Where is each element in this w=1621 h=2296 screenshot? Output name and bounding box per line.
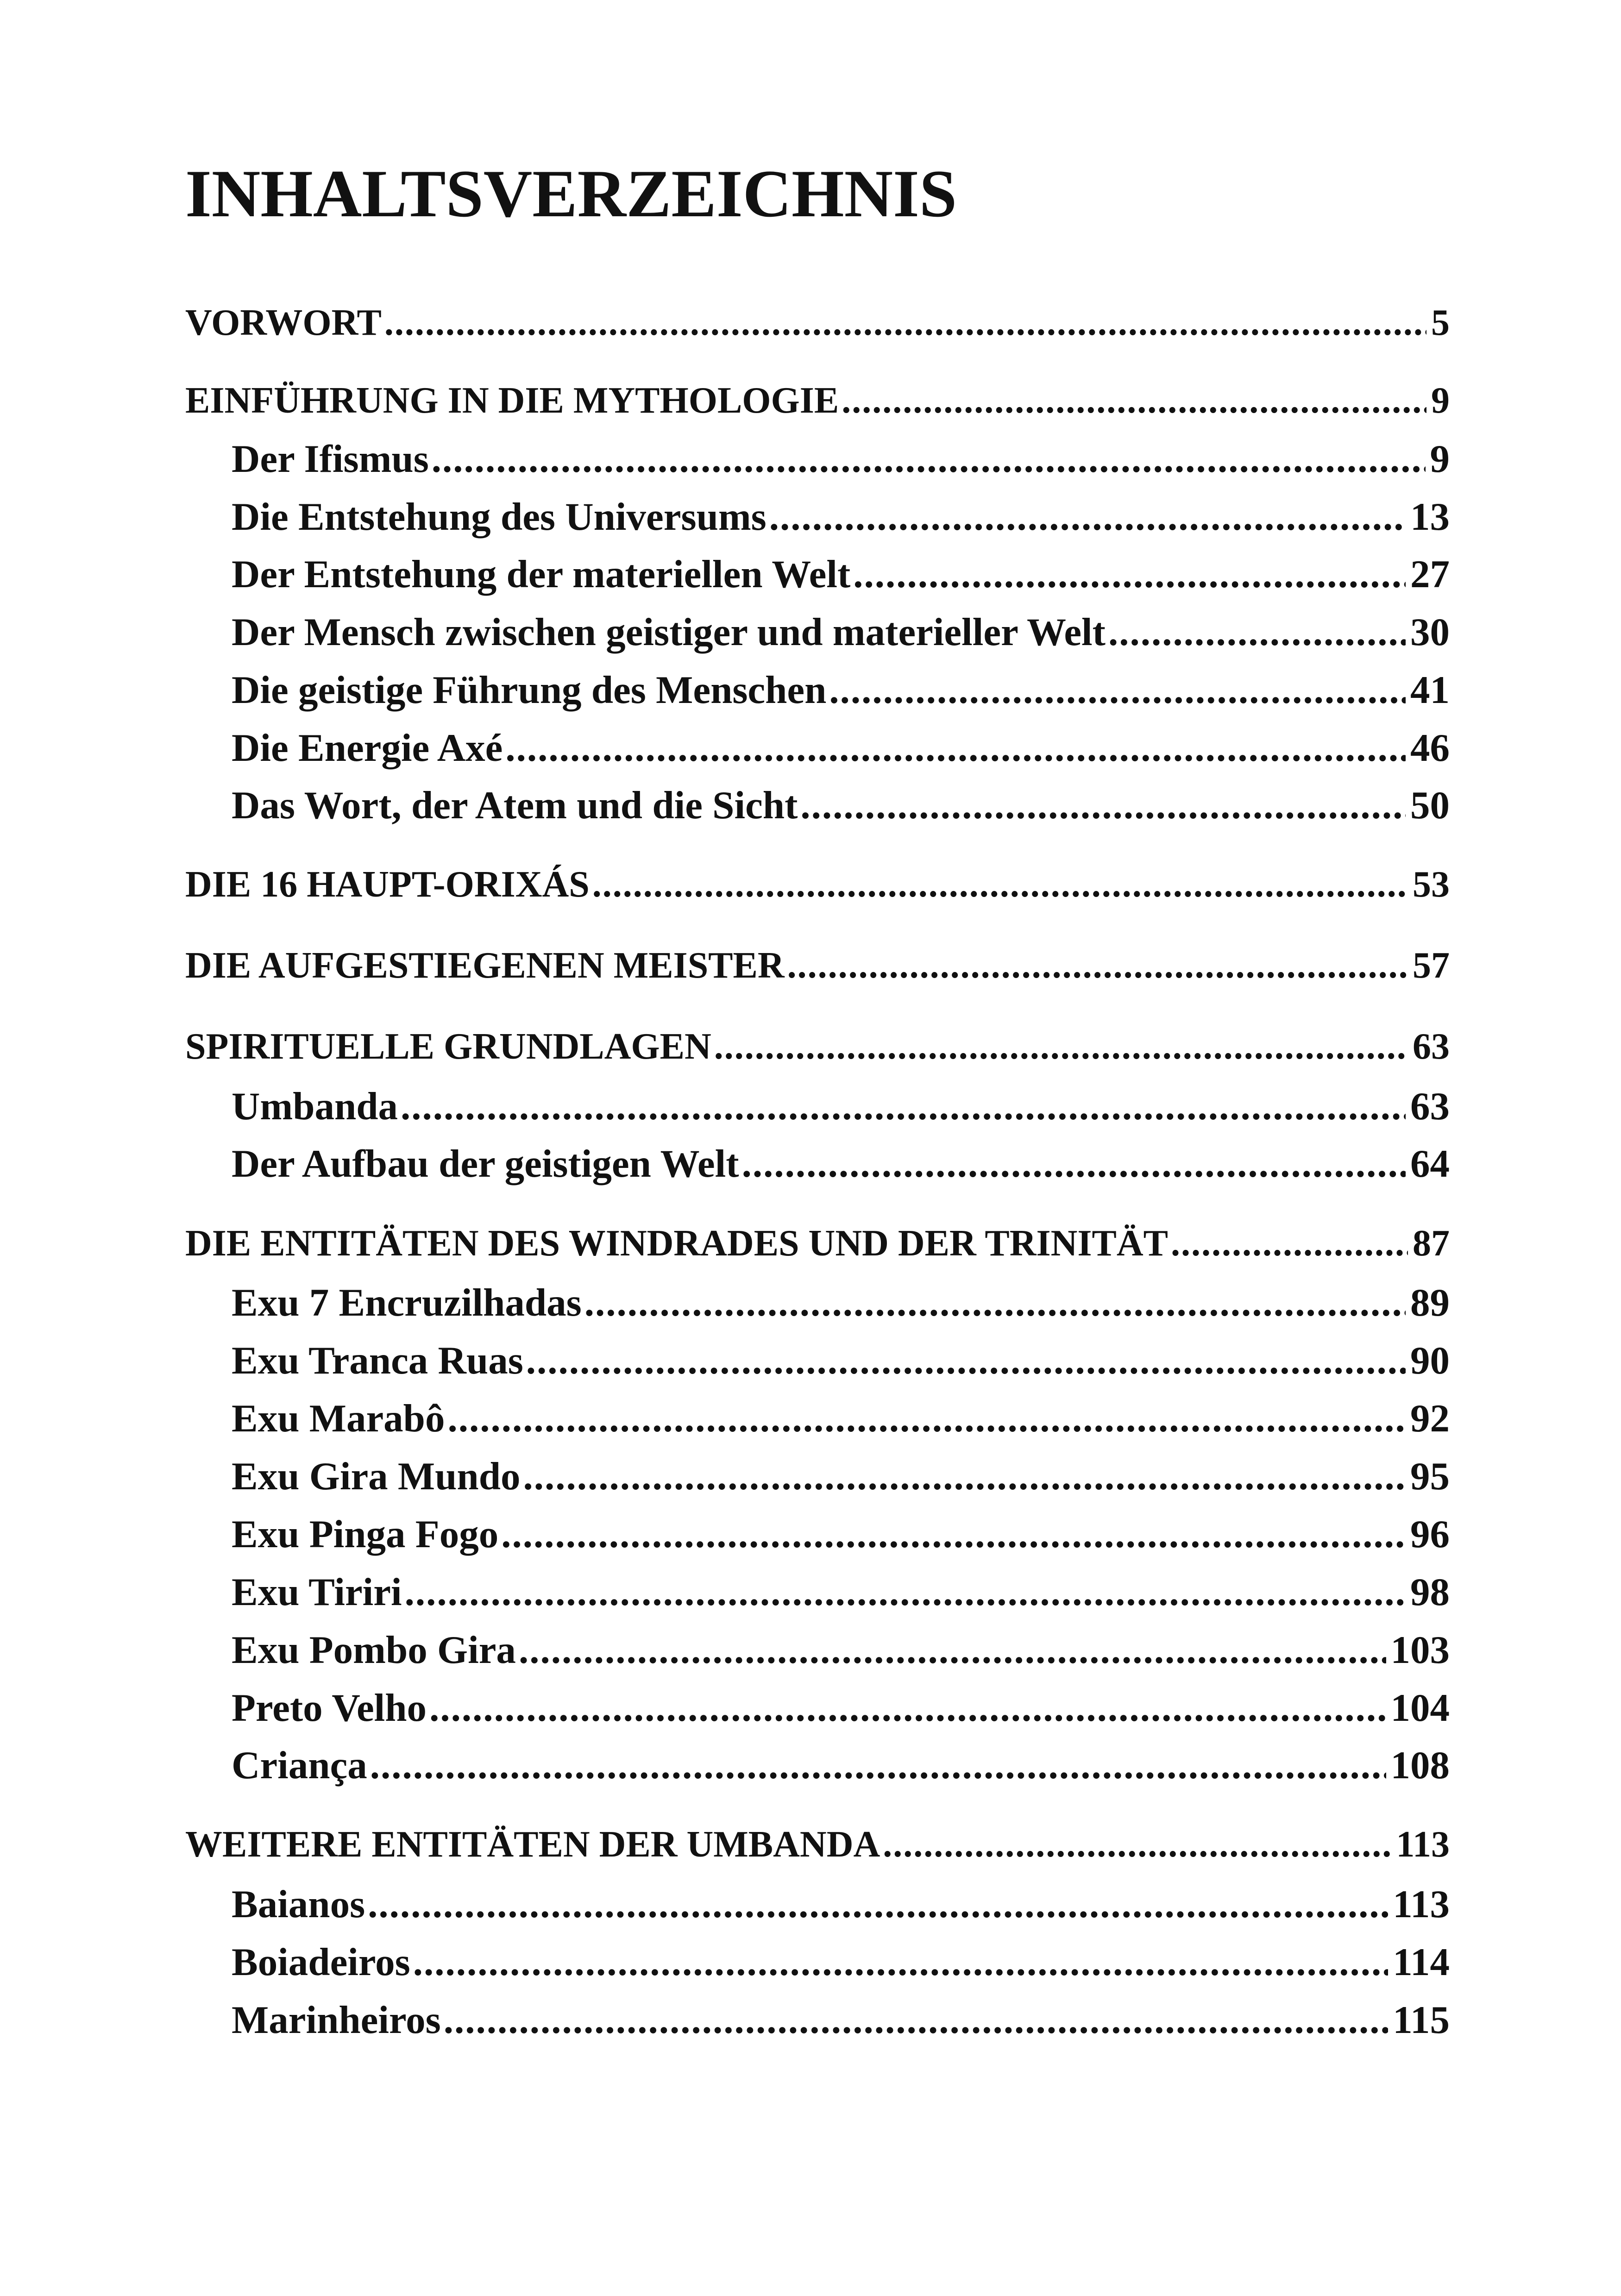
dot-leader: [505, 725, 1406, 771]
dot-leader: [714, 1026, 1408, 1068]
toc-entry-label: Exu Tranca Ruas: [232, 1339, 523, 1382]
toc-entry-label: Exu Pinga Fogo: [232, 1512, 499, 1556]
table-of-contents: [185, 0, 1450, 2296]
dot-leader: [384, 302, 1426, 344]
dot-leader: [829, 667, 1406, 713]
toc-page-number: 57: [1413, 945, 1450, 986]
toc-entry-label: DIE AUFGESTIEGENEN MEISTER: [185, 945, 785, 986]
toc-section-entry: [185, 1338, 1450, 1384]
toc-chapter-entry: [185, 1824, 1450, 1870]
toc-chapter-entry: [185, 945, 1450, 991]
toc-section-entry: [185, 1396, 1450, 1442]
toc-section-entry: [185, 494, 1450, 540]
dot-leader: [769, 494, 1406, 539]
dot-leader: [501, 1512, 1406, 1557]
dot-leader: [853, 552, 1406, 597]
toc-section-entry: [185, 1882, 1450, 1928]
toc-page-number: 108: [1390, 1744, 1450, 1787]
toc-section-entry: [185, 1627, 1450, 1674]
toc-section-entry: [185, 1141, 1450, 1187]
toc-page-number: 13: [1410, 495, 1450, 539]
toc-page-number: 9: [1430, 437, 1450, 481]
toc-entry-label: Preto Velho: [232, 1686, 427, 1730]
dot-leader: [519, 1627, 1386, 1673]
toc-section-entry: [185, 609, 1450, 656]
dot-leader: [368, 1882, 1388, 1927]
toc-page-number: 92: [1410, 1397, 1450, 1440]
dot-leader: [405, 1569, 1406, 1615]
toc-page-number: 90: [1410, 1339, 1450, 1382]
toc-entry-label: Die Entstehung des Universums: [232, 495, 767, 539]
toc-entry-label: Die geistige Führung des Menschen: [232, 668, 827, 712]
toc-section-entry: [185, 1939, 1450, 1986]
toc-page-number: 63: [1410, 1085, 1450, 1128]
toc-page-number: 115: [1393, 1998, 1450, 2042]
toc-entry-label: Der Aufbau der geistigen Welt: [232, 1142, 739, 1186]
toc-entry-label: EINFÜHRUNG IN DIE MYTHOLOGIE: [185, 380, 839, 421]
toc-page-number: 103: [1390, 1628, 1450, 1672]
dot-leader: [370, 1743, 1386, 1788]
toc-entry-label: Boiadeiros: [232, 1940, 410, 1984]
toc-chapter-entry: [185, 864, 1450, 910]
toc-entry-label: Das Wort, der Atem und die Sicht: [232, 784, 798, 827]
toc-entry-label: Marinheiros: [232, 1998, 441, 2042]
toc-entry-label: Exu Pombo Gira: [232, 1628, 516, 1672]
toc-page-number: 30: [1410, 610, 1450, 654]
toc-page-number: 5: [1431, 302, 1450, 343]
dot-leader: [523, 1454, 1406, 1499]
toc-entry-label: Exu 7 Encruzilhadas: [232, 1281, 582, 1324]
toc-section-entry: [185, 1084, 1450, 1130]
dot-leader: [432, 436, 1426, 482]
dot-leader: [526, 1338, 1406, 1383]
toc-entry-label: WEITERE ENTITÄTEN DER UMBANDA: [185, 1824, 880, 1865]
dot-leader: [429, 1685, 1386, 1731]
toc-section-entry: [185, 436, 1450, 483]
toc-section-entry: [185, 1685, 1450, 1731]
toc-page-number: 53: [1413, 864, 1450, 905]
dot-leader: [401, 1084, 1406, 1129]
dot-leader: [413, 1939, 1388, 1985]
dot-leader: [1171, 1223, 1408, 1265]
toc-page-number: 46: [1410, 726, 1450, 770]
toc-entry-label: VORWORT: [185, 302, 382, 343]
toc-section-entry: [185, 783, 1450, 829]
toc-section-entry: [185, 725, 1450, 772]
toc-section-entry: [185, 1280, 1450, 1326]
dot-leader: [584, 1280, 1406, 1325]
toc-entry-label: Der Ifismus: [232, 437, 429, 481]
toc-section-entry: [185, 667, 1450, 714]
toc-entry-label: Der Mensch zwischen geistiger und materieller Welt: [232, 610, 1106, 654]
toc-page-number: 113: [1396, 1824, 1450, 1865]
toc-page-number: 114: [1393, 1940, 1450, 1984]
dot-leader: [1108, 609, 1406, 655]
toc-page-number: 87: [1413, 1223, 1450, 1264]
toc-page-number: 104: [1390, 1686, 1450, 1730]
dot-leader: [787, 945, 1408, 987]
toc-entry-label: Exu Marabô: [232, 1397, 445, 1440]
toc-chapter-entry: [185, 1223, 1450, 1269]
toc-chapter-entry: [185, 380, 1450, 426]
toc-page-number: 98: [1410, 1570, 1450, 1614]
toc-entry-label: Die Energie Axé: [232, 726, 503, 770]
toc-page-number: 64: [1410, 1142, 1450, 1186]
toc-page-number: 96: [1410, 1512, 1450, 1556]
dot-leader: [800, 783, 1406, 828]
dot-leader: [742, 1141, 1406, 1186]
toc-entry-label: Exu Tiriri: [232, 1570, 402, 1614]
toc-page-number: 27: [1410, 552, 1450, 596]
toc-chapter-entry: [185, 302, 1450, 348]
dot-leader: [883, 1824, 1391, 1866]
page-title: INHALTSVERZEICHNIS: [185, 156, 957, 231]
toc-page-number: 113: [1393, 1882, 1450, 1926]
toc-section-entry: [185, 1997, 1450, 2044]
dot-leader: [444, 1997, 1388, 2043]
dot-leader: [592, 864, 1408, 906]
toc-entry-label: Criança: [232, 1744, 367, 1787]
toc-entry-label: DIE ENTITÄTEN DES WINDRADES UND DER TRINITÄT: [185, 1223, 1168, 1264]
toc-entry-label: Baianos: [232, 1882, 365, 1926]
toc-section-entry: [185, 1512, 1450, 1558]
toc-section-entry: [185, 1454, 1450, 1500]
toc-section-entry: [185, 552, 1450, 598]
toc-entry-label: DIE 16 HAUPT-ORIXÁS: [185, 864, 590, 905]
toc-page-number: 89: [1410, 1281, 1450, 1324]
toc-entry-label: SPIRITUELLE GRUNDLAGEN: [185, 1026, 711, 1067]
toc-page-number: 63: [1413, 1026, 1450, 1067]
toc-section-entry: [185, 1569, 1450, 1616]
toc-chapter-entry: [185, 1026, 1450, 1072]
toc-page-number: 41: [1410, 668, 1450, 712]
toc-entry-label: Umbanda: [232, 1085, 398, 1128]
toc-entry-label: Der Entstehung der materiellen Welt: [232, 552, 851, 596]
toc-page-number: 9: [1431, 380, 1450, 421]
toc-entry-label: Exu Gira Mundo: [232, 1455, 521, 1498]
toc-page-number: 95: [1410, 1455, 1450, 1498]
dot-leader: [842, 380, 1426, 422]
toc-section-entry: [185, 1743, 1450, 1789]
dot-leader: [447, 1396, 1406, 1441]
toc-page-number: 50: [1410, 784, 1450, 827]
